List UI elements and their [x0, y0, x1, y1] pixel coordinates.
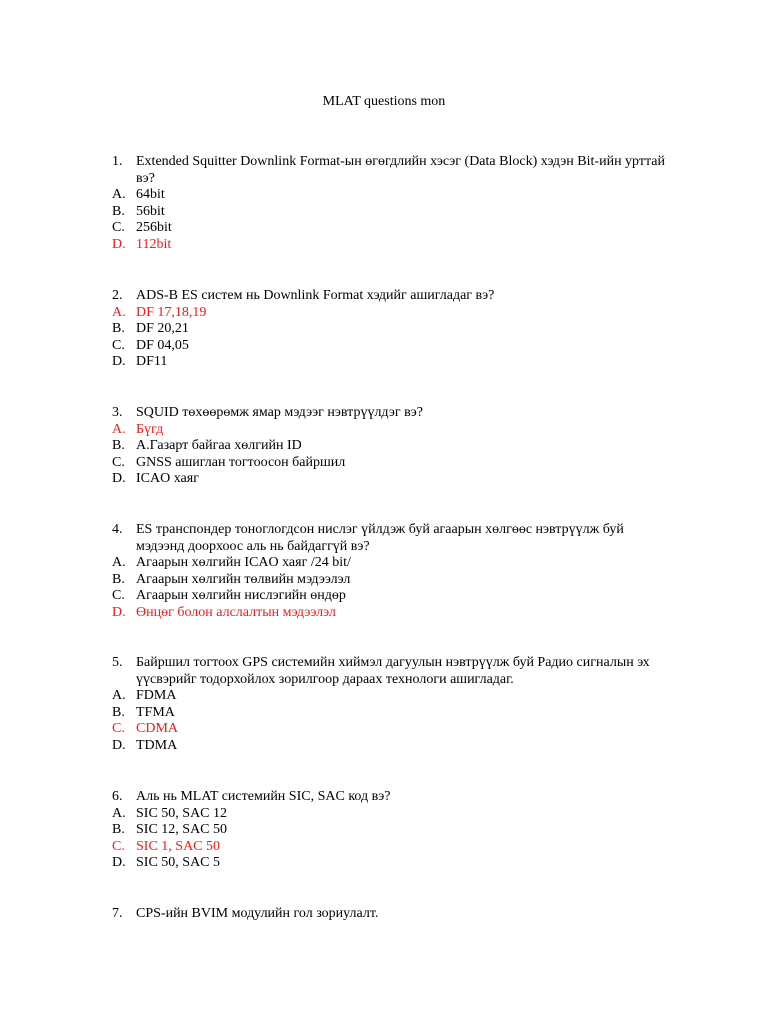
answer-option	[112, 338, 672, 355]
answer-option-correct	[112, 422, 672, 439]
option-letter: D.	[112, 236, 126, 252]
option-letter: C.	[112, 220, 125, 235]
question-row	[112, 288, 672, 305]
question-number: 6.	[112, 789, 123, 804]
answer-option	[112, 738, 672, 755]
option-text: Агаарын хөлгийн төлвийн мэдээлэл	[136, 571, 351, 587]
option-text: FDMA	[136, 688, 177, 703]
option-text: Агаарын хөлгийн ICAO хаяг /24 bit/	[136, 555, 351, 570]
answer-option	[112, 471, 672, 488]
question-number: 2.	[112, 288, 123, 303]
question-text: CPS-ийн BVIM модулийн гол зориулалт.	[136, 906, 379, 921]
option-text: SIC 50, SAC 12	[136, 805, 228, 821]
question-row	[112, 522, 672, 555]
question-number: 7.	[112, 906, 123, 921]
option-text: CDMA	[136, 721, 179, 736]
answer-option	[112, 588, 672, 605]
option-letter: C.	[112, 588, 125, 603]
question-row	[112, 405, 672, 422]
document-title: MLAT questions mon	[322, 94, 446, 109]
option-letter: A.	[112, 304, 126, 320]
question	[112, 789, 672, 872]
option-letter: D.	[112, 354, 126, 369]
option-text: Бүгд	[136, 421, 164, 437]
answer-option-correct	[112, 721, 672, 738]
option-text: SIC 1, SAC 50	[136, 838, 221, 854]
question-row	[112, 154, 672, 187]
option-letter: B.	[112, 704, 125, 720]
answer-option	[112, 220, 672, 237]
option-text: Агаарын хөлгийн нислэгийн өндөр	[136, 588, 346, 603]
question-text: Байршил тогтоох GPS системийн хиймэл дагуулын нэвтрүүлж буй Радио сигналын эх үүсвэрийг тодорхойлох зорилгоор дараах технологи ашигладаг.	[136, 655, 650, 687]
answer-option	[112, 321, 672, 338]
answer-option	[112, 438, 672, 455]
option-letter: A.	[112, 805, 126, 821]
option-text: DF 20,21	[136, 321, 189, 336]
option-letter: D.	[112, 471, 126, 486]
question-text: Extended Squitter Downlink Format-ын өгөгдлийн хэсэг (Data Block) хэдэн Bit-ийн урттай вэ?	[136, 154, 665, 186]
option-letter: B.	[112, 203, 125, 219]
answer-option-correct	[112, 305, 672, 322]
option-letter: A.	[112, 187, 126, 202]
option-text: GNSS ашиглан тогтоосон байршил	[136, 454, 346, 470]
option-letter: C.	[112, 721, 125, 736]
option-letter: B.	[112, 822, 125, 837]
question	[112, 288, 672, 371]
option-text: DF 17,18,19	[136, 304, 207, 320]
answer-option	[112, 455, 672, 472]
question-row	[112, 655, 672, 688]
question-text: ES транспондер тоноглогдсон нислэг үйлдэж буй агаарын хөлгөөс нэвтрүүлж буй мэдээнд доорхоос аль нь байдаггүй вэ?	[136, 522, 624, 554]
question	[112, 405, 672, 488]
option-text: 56bit	[136, 203, 165, 219]
answer-option	[112, 187, 672, 204]
answer-option	[112, 855, 672, 872]
option-text: А.Газарт байгаа хөлгийн ID	[136, 438, 302, 453]
option-text: 64bit	[136, 187, 165, 202]
option-letter: A.	[112, 555, 126, 570]
option-letter: D.	[112, 855, 126, 870]
option-letter: B.	[112, 438, 125, 453]
option-letter: D.	[112, 737, 126, 753]
answer-option	[112, 572, 672, 589]
option-text: DF 04,05	[136, 337, 189, 353]
option-text: 256bit	[136, 220, 172, 235]
option-letter: B.	[112, 321, 125, 336]
option-text: TDMA	[136, 737, 178, 753]
option-text: Өнцөг болон алслалтын мэдээлэл	[136, 604, 336, 620]
option-text: SIC 50, SAC 5	[136, 855, 221, 870]
option-text: SIC 12, SAC 50	[136, 822, 228, 837]
question-number: 3.	[112, 405, 123, 420]
answer-option	[112, 688, 672, 705]
question-text: ADS-B ES систем нь Downlink Format хэдийг ашигладаг вэ?	[136, 288, 495, 303]
question-number: 4.	[112, 522, 123, 537]
option-text: TFMA	[136, 704, 175, 720]
option-letter: D.	[112, 604, 126, 620]
answer-option	[112, 705, 672, 722]
question	[112, 906, 672, 923]
option-letter: A.	[112, 688, 126, 703]
answer-option-correct	[112, 605, 672, 622]
question-text: SQUID төхөөрөмж ямар мэдээг нэвтрүүлдэг вэ?	[136, 405, 423, 420]
option-letter: C.	[112, 337, 125, 353]
question-text: Аль нь MLAT системийн SIC, SAC код вэ?	[136, 789, 391, 804]
question-row	[112, 906, 672, 923]
option-letter: B.	[112, 571, 125, 587]
answer-option	[112, 806, 672, 823]
question	[112, 522, 672, 621]
option-text: ICAO хаяг	[136, 471, 199, 486]
option-text: DF11	[136, 354, 168, 369]
question	[112, 154, 672, 253]
answer-option	[112, 204, 672, 221]
question	[112, 655, 672, 754]
answer-option	[112, 354, 672, 371]
answer-option	[112, 555, 672, 572]
option-letter: A.	[112, 421, 126, 437]
option-letter: C.	[112, 838, 125, 854]
option-letter: C.	[112, 454, 125, 470]
question-number: 1.	[112, 154, 123, 169]
question-row	[112, 789, 672, 806]
answer-option-correct	[112, 839, 672, 856]
question-number: 5.	[112, 655, 123, 670]
answer-option-correct	[112, 237, 672, 254]
option-text: 112bit	[136, 236, 172, 252]
answer-option	[112, 822, 672, 839]
